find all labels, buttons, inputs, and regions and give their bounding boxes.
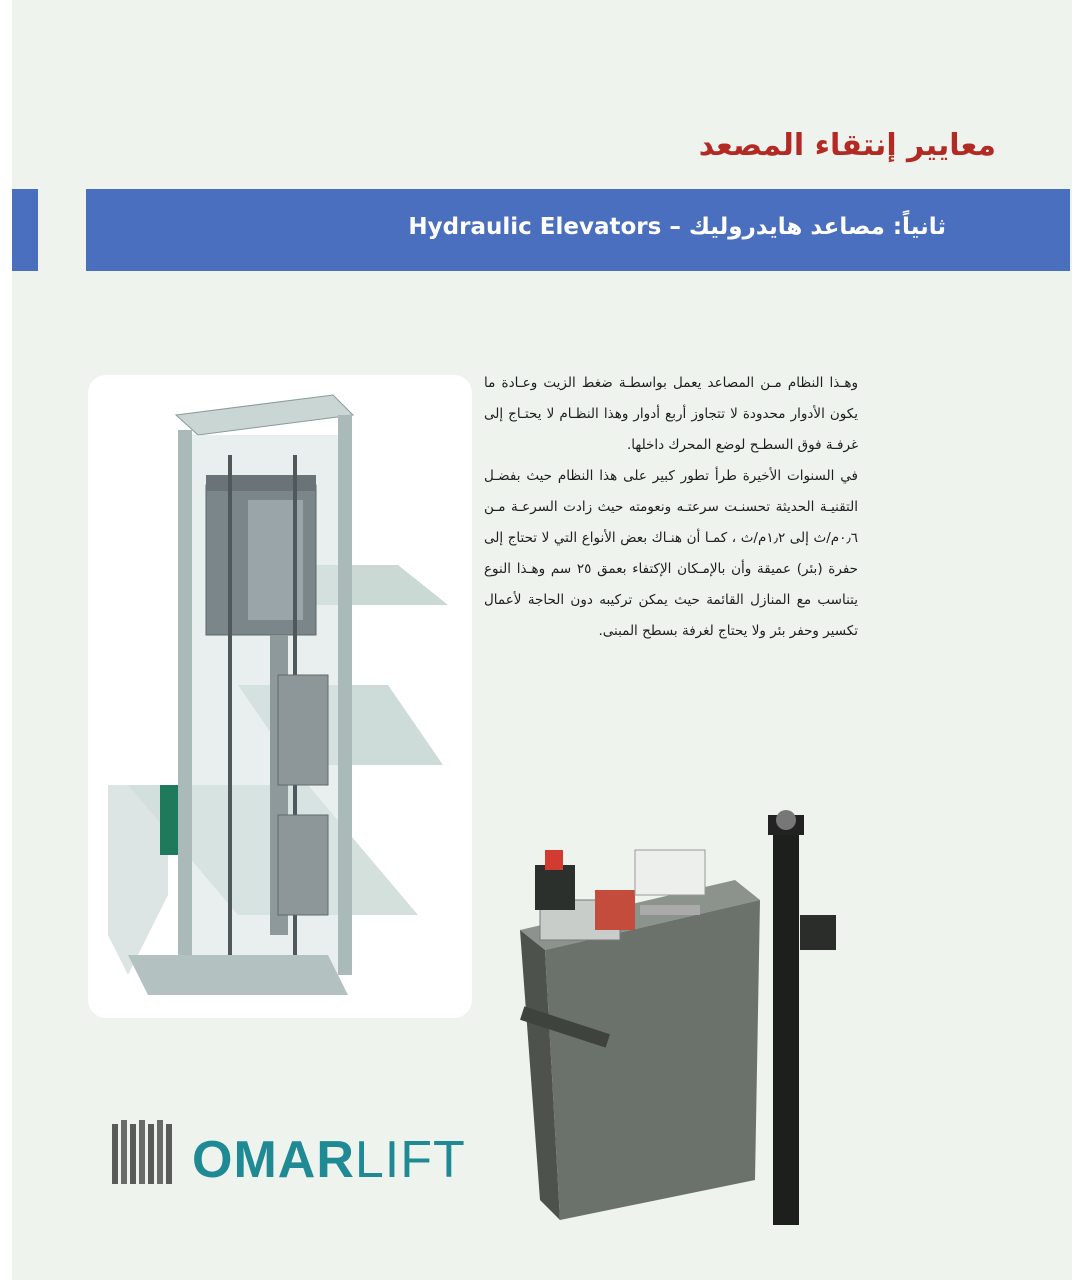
omarlift-logo-text: [192, 1131, 466, 1189]
body-text: [484, 368, 858, 647]
omarlift-logo-icon: [110, 1118, 178, 1186]
logo-text-bold: OMAR: [192, 1131, 355, 1189]
elevator-illustration-card: [88, 375, 472, 1018]
elevator-shaft-illustration: [88, 375, 472, 1018]
page-title: معايير إنتقاء المصعد: [698, 128, 996, 163]
hydraulic-equipment-photo: [500, 790, 880, 1240]
section-banner-text: ثانياً: مصاعد هايدروليك – Hydraulic Elevators: [408, 214, 946, 240]
banner-accent: [12, 189, 38, 271]
paragraph-oil-pressure: وهـذا النظام مـن المصاعد يعمل بواسطـة ضغط الزيت وعـادة ما يكون الأدوار محدودة لا تتجاوز أربع أدوار وهذا النظـام لا يحتـاج إلى غرفـة فوق السطـح لوضع المحرك داخلها.: [484, 375, 858, 453]
paragraph-recent-developments: في السنوات الأخيرة طرأ تطور كبير على هذا النظام حيث بفضـل التقنيـة الحديثة تحسنـت سرعتـه ونعومته حيث زادت السرعـة مـن ٠٫٦م/ث إلى ١٫٢م/ث ، كمـا أن هنـاك بعض الأنواع التي لا تحتاج إلى حفرة (بئر) عميقة وأن بالإمـكان الإكتفاء بعمق ٢٥ سم وهـذا النوع يتناسب مع المنازل القائمة حيث يمكن تركيبه دون الحاجة لأعمال تكسير وحفر بئر ولا يحتاج لغرفة بسطح المبنى.: [484, 468, 859, 639]
logo-text-light: LIFT: [354, 1131, 466, 1189]
